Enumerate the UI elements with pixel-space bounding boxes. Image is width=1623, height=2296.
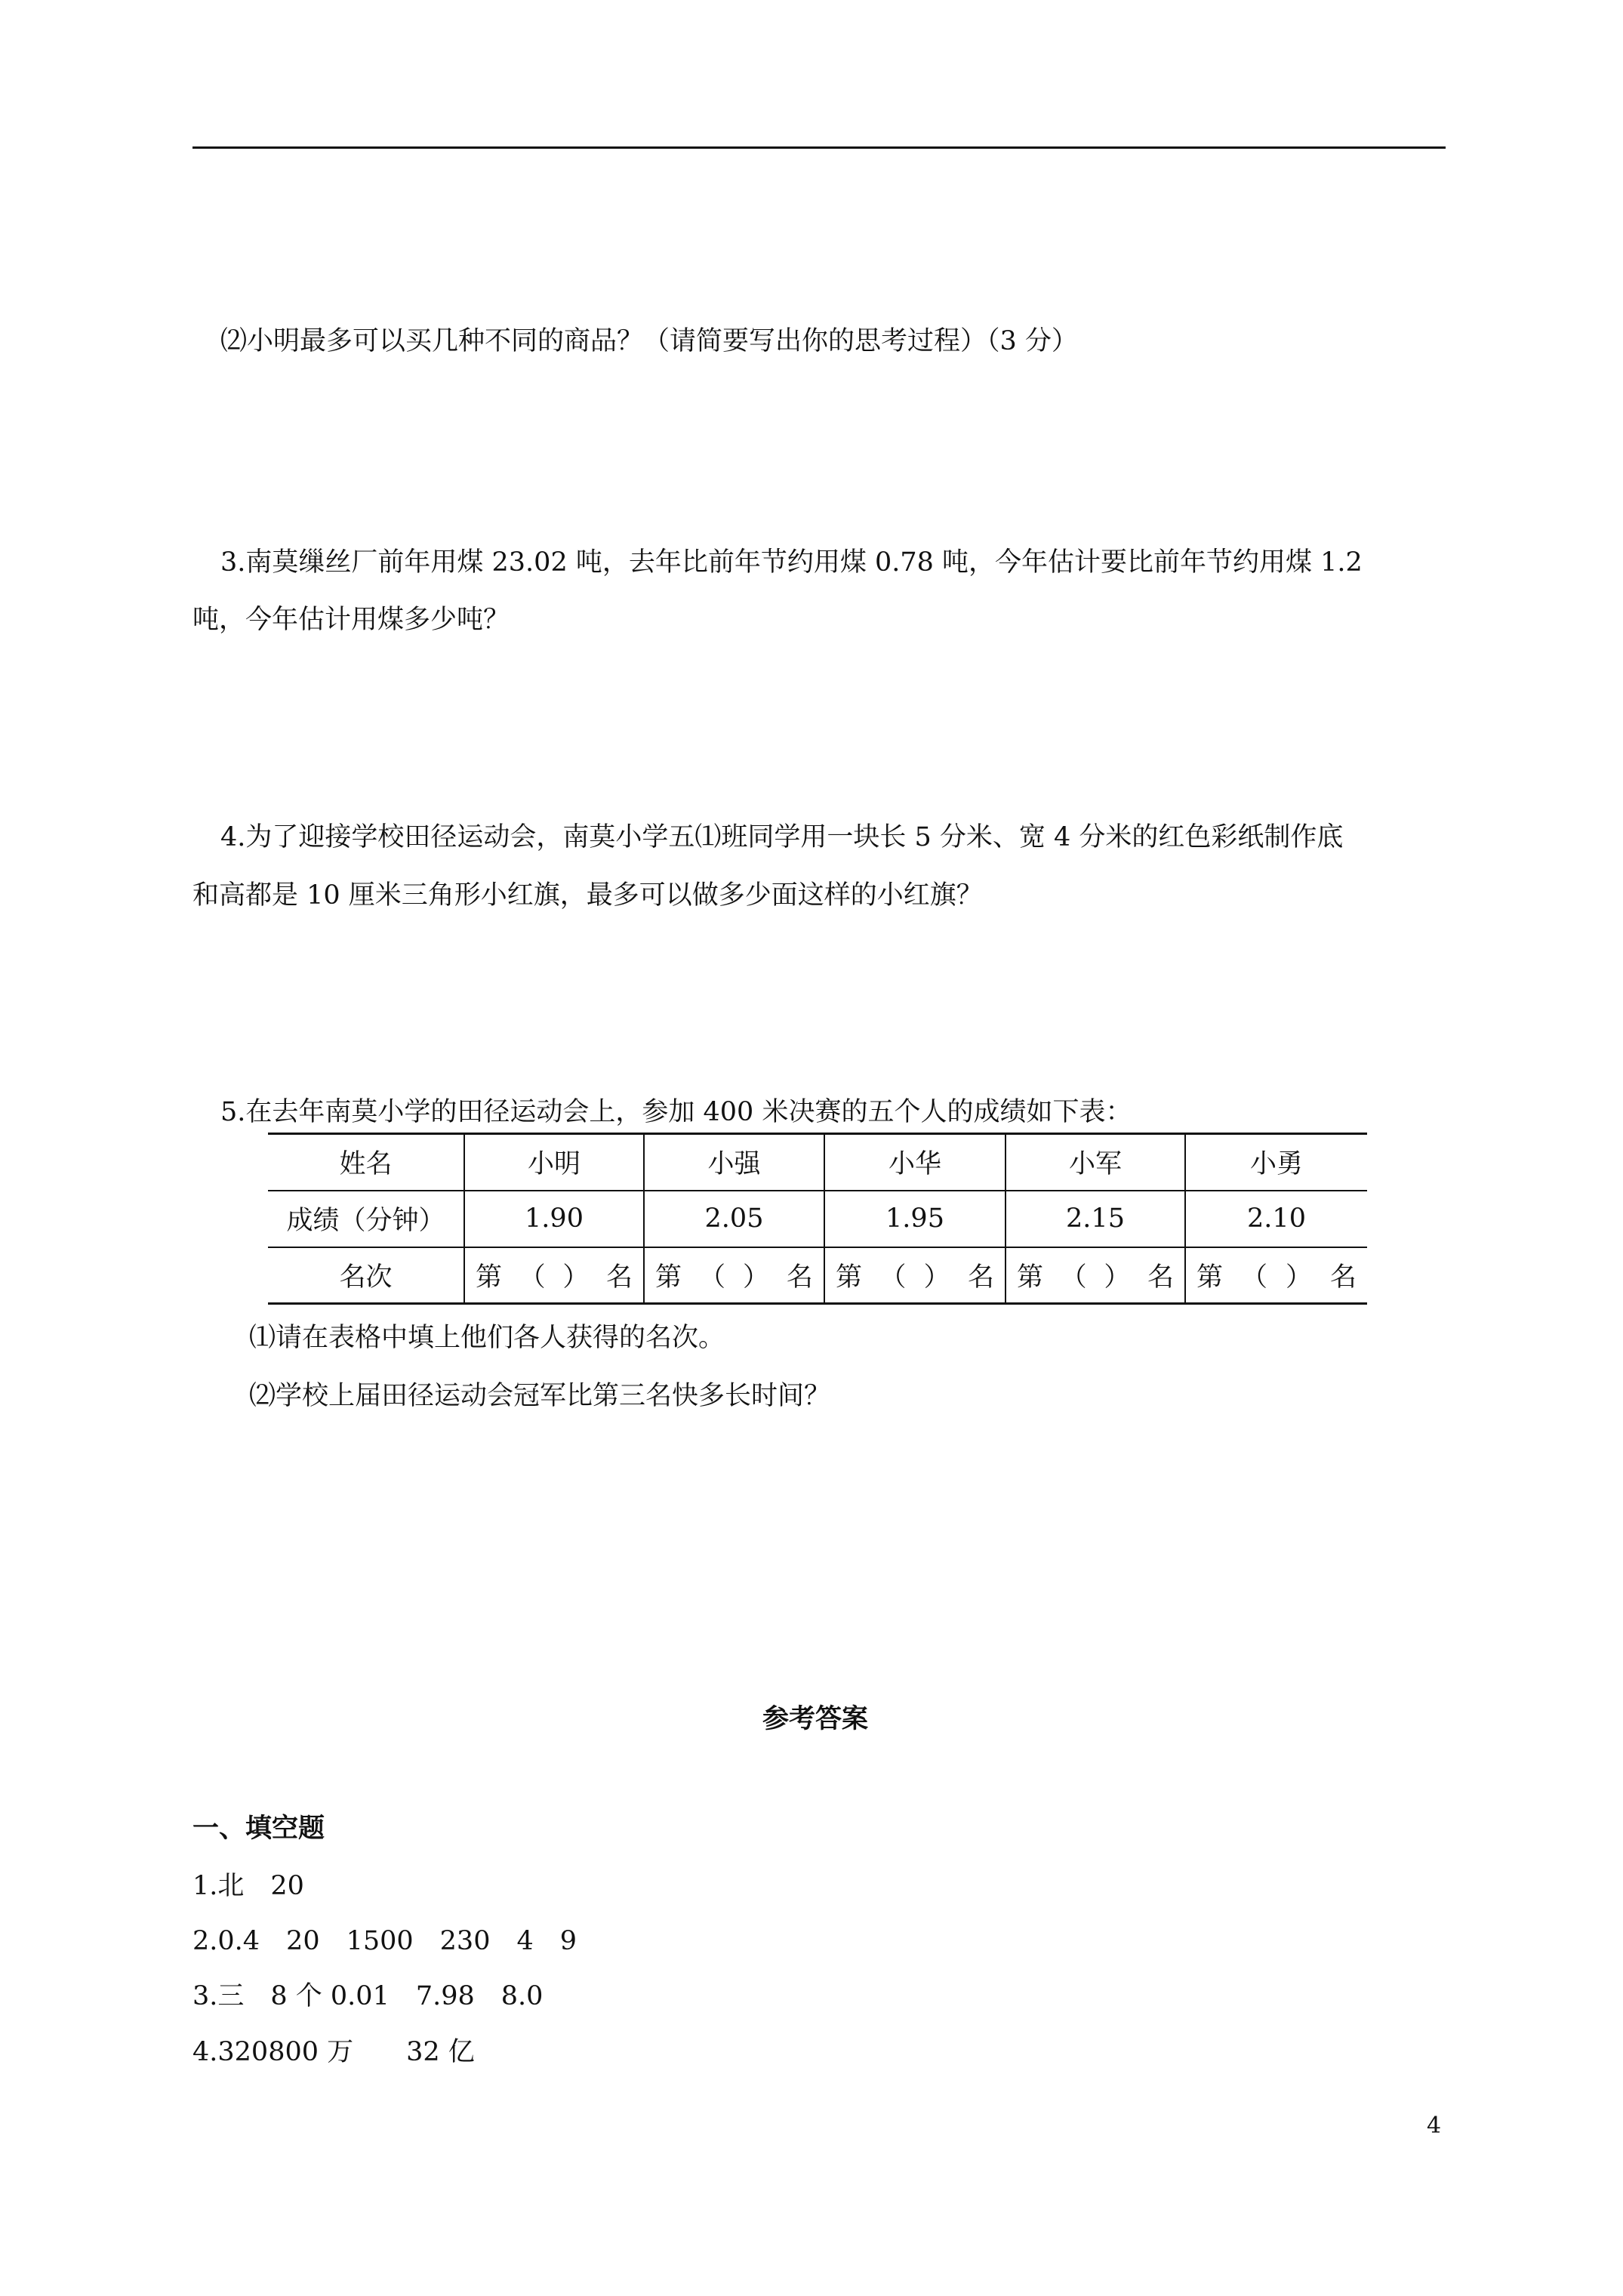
question-4-line-2: 和高都是 10 厘米三角形小红旗，最多可以做多少面这样的小红旗？ bbox=[192, 880, 983, 911]
rank-close-paren: ） bbox=[562, 1262, 594, 1293]
table-row-scores bbox=[268, 1191, 1367, 1247]
rank-blank-cell[interactable] bbox=[644, 1247, 824, 1304]
answer-item-1: 1.北 20 bbox=[192, 1871, 304, 1901]
rank-blank-cell[interactable] bbox=[824, 1247, 1006, 1304]
rank-close-paren: ） bbox=[923, 1262, 955, 1293]
score-cell: 2.10 bbox=[1185, 1191, 1367, 1247]
rank-open-paren: （ bbox=[519, 1262, 550, 1293]
rank-label-cell: 名次 bbox=[268, 1247, 464, 1304]
rank-prefix: 第 bbox=[1196, 1262, 1228, 1293]
rank-suffix: 名 bbox=[786, 1262, 813, 1293]
name-cell: 小明 bbox=[464, 1134, 644, 1191]
rank-suffix: 名 bbox=[1329, 1262, 1357, 1293]
race-results-table bbox=[268, 1133, 1367, 1305]
rank-close-paren: ） bbox=[1285, 1262, 1317, 1293]
rank-open-paren: （ bbox=[879, 1262, 911, 1293]
rank-suffix: 名 bbox=[967, 1262, 994, 1293]
rank-close-paren: ） bbox=[1104, 1262, 1135, 1293]
name-cell: 小华 bbox=[824, 1134, 1006, 1191]
answer-item-4: 4.320800 万 32 亿 bbox=[192, 2037, 475, 2067]
header-label-cell: 姓名 bbox=[268, 1134, 464, 1191]
rank-close-paren: ） bbox=[742, 1262, 774, 1293]
question-3-line-2: 吨，今年估计用煤多少吨？ bbox=[192, 605, 510, 635]
question-5-intro: 5.在去年南莫小学的田径运动会上，参加 400 米决赛的五个人的成绩如下表： bbox=[220, 1097, 1132, 1127]
rank-suffix: 名 bbox=[605, 1262, 633, 1293]
score-cell: 1.90 bbox=[464, 1191, 644, 1247]
rank-prefix: 第 bbox=[655, 1262, 686, 1293]
rank-prefix: 第 bbox=[476, 1262, 507, 1293]
rank-prefix: 第 bbox=[836, 1262, 867, 1293]
question-5-part-1: ⑴请在表格中填上他们各人获得的名次。 bbox=[249, 1323, 725, 1353]
rank-blank-cell[interactable] bbox=[1185, 1247, 1367, 1304]
score-cell: 1.95 bbox=[824, 1191, 1006, 1247]
answers-section-1-title: 一、填空题 bbox=[192, 1813, 325, 1844]
question-5-part-2: ⑵学校上届田径运动会冠军比第三名快多长时间？ bbox=[249, 1381, 831, 1411]
name-cell: 小军 bbox=[1006, 1134, 1185, 1191]
score-cell: 2.15 bbox=[1006, 1191, 1185, 1247]
answers-title: 参考答案 bbox=[762, 1703, 869, 1734]
name-cell: 小勇 bbox=[1185, 1134, 1367, 1191]
rank-blank-cell[interactable] bbox=[464, 1247, 644, 1304]
rank-blank-cell[interactable] bbox=[1006, 1247, 1185, 1304]
rank-prefix: 第 bbox=[1017, 1262, 1048, 1293]
question-3-line-1: 3.南莫缫丝厂前年用煤 23.02 吨，去年比前年节约用煤 0.78 吨，今年估计要比前年节约用煤 1.2 bbox=[220, 547, 1363, 578]
rank-open-paren: （ bbox=[1060, 1262, 1092, 1293]
name-cell: 小强 bbox=[644, 1134, 824, 1191]
rank-suffix: 名 bbox=[1147, 1262, 1174, 1293]
answer-item-3: 3.三 8 个 0.01 7.98 8.0 bbox=[192, 1981, 544, 2011]
rank-open-paren: （ bbox=[1240, 1262, 1273, 1293]
table-row-ranks bbox=[268, 1247, 1367, 1304]
question-4-line-1: 4.为了迎接学校田径运动会，南莫小学五⑴班同学用一块长 5 分米、宽 4 分米的红色彩纸制作底 bbox=[220, 822, 1344, 852]
question-2-part-2: ⑵小明最多可以买几种不同的商品？（请简要写出你的思考过程）（3 分） bbox=[220, 326, 1078, 356]
page-number: 4 bbox=[1427, 2113, 1442, 2139]
rank-open-paren: （ bbox=[698, 1262, 730, 1293]
table-row-names bbox=[268, 1134, 1367, 1191]
score-label-cell: 成绩（分钟） bbox=[268, 1191, 464, 1247]
score-cell: 2.05 bbox=[644, 1191, 824, 1247]
header-rule bbox=[192, 146, 1446, 149]
answer-item-2: 2.0.4 20 1500 230 4 9 bbox=[192, 1926, 577, 1956]
